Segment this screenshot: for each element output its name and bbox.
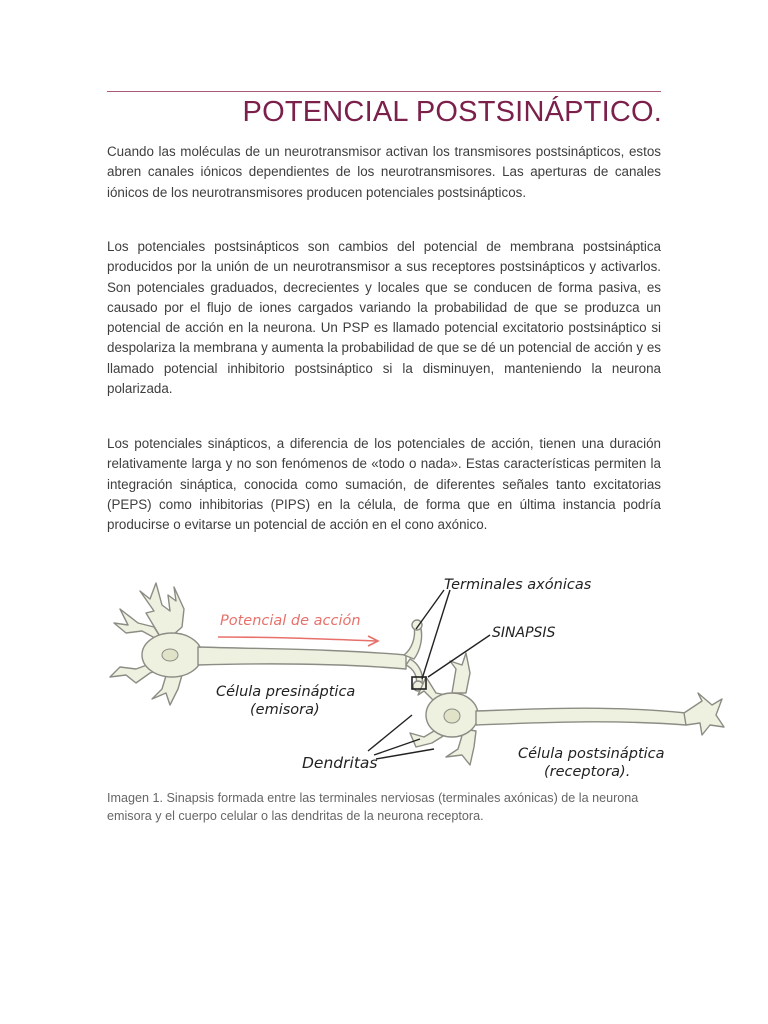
- synapse-illustration: [106, 565, 726, 790]
- label-postsynaptic-1: Célula postsináptica: [518, 746, 665, 762]
- header-rule: [107, 91, 661, 92]
- action-potential-arrow: [218, 637, 376, 641]
- label-dendrites: Dendritas: [302, 754, 378, 772]
- label-action-potential: Potencial de acción: [220, 613, 361, 629]
- page-title: POTENCIAL POSTSINÁPTICO.: [242, 96, 662, 128]
- label-presynaptic-1: Célula presináptica: [216, 684, 356, 700]
- paragraph-1: Cuando las moléculas de un neurotransmisor activan los transmisores postsinápticos, estos abren canales iónicos dependientes de los neurotransmisores. Las aperturas de canales iónicos de los neurotransmisores producen potenciales postsinápticos.: [107, 144, 661, 200]
- label-presynaptic-2: (emisora): [250, 702, 320, 718]
- figure-caption: Imagen 1. Sinapsis formada entre las terminales nerviosas (terminales axónicas) de la neurona emisora y el cuerpo celular o las dendritas de la neurona receptora.: [107, 791, 639, 823]
- label-synapse: SINAPSIS: [492, 625, 556, 641]
- paragraph-3: Los potenciales sinápticos, a diferencia de los potenciales de acción, tienen una duración relativamente larga y no son fenómenos de «todo o nada». Estas características permiten la integración sináptica, conocida como sumación, de diferentes señales tanto excitatorias (PEPS) como inhibitorias (PIPS) en la célula, de forma que en última instancia podría producirse o evitarse un potencial de acción en el cono axónico.: [107, 436, 661, 533]
- label-postsynaptic-2: (receptora).: [544, 764, 631, 780]
- paragraph-2: Los potenciales postsinápticos son cambios del potencial de membrana postsináptica producidos por la unión de un neurotransmisor a sus receptores postsinápticos y activarlos. Son potenciales graduados, decrecientes y locales que se conducen de forma pasiva, es causado por el flujo de iones cargados variando la probabilidad de que se produzca un potencial de acción en la neurona. Un PSP es llamado potencial excitatorio postsináptico si despolariza la membrana y aumenta la probabilidad de que se dé un potencial de acción y es llamado potencial inhibitorio postsináptico si la disminuyen, manteniendo la neurona polarizada.: [107, 239, 661, 397]
- label-axon-terminals: Terminales axónicas: [444, 577, 592, 593]
